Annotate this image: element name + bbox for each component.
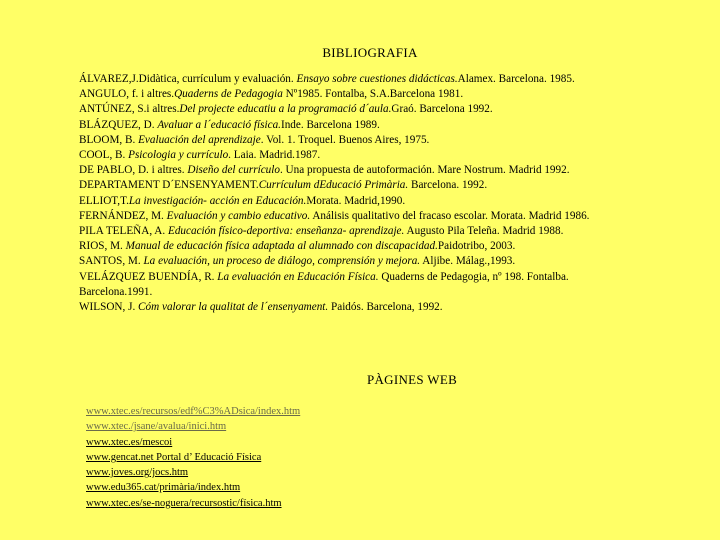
reference-item [79,285,709,300]
reference-title: La evaluación, un proceso de diálogo, comprensión y mejora. [143,255,421,268]
reference-item [79,194,709,209]
reference-title: Currículum dEducació Primària. [258,179,409,192]
web-link[interactable]: www.xtec./jsane/avalua/inici.htm [86,421,227,433]
reference-text: Análisis qualitativo del fracaso escolar. Morata. Madrid 1986. [310,209,590,222]
reference-title: Evaluación y cambio educativo. [166,209,311,222]
reference-item [79,239,709,254]
reference-title: Ensayo sobre cuestiones didácticas. [296,73,458,85]
bibliography-title: BIBLIOGRAFIA [322,45,418,60]
reference-text: ANTÚNEZ, S.i altres. [79,103,180,116]
web-link[interactable]: www.xtec.es/se-noguera/recursostic/física.htm [86,497,282,509]
reference-item [79,72,709,87]
reference-title: Del projecte educatiu a la programació d´aula. [179,103,392,116]
web-link[interactable]: www.xtec.es/mescoi [86,436,173,448]
reference-text: Quaderns de Pedagogia, nº 198. Fontalba. [378,270,569,283]
reference-text: . Una propuesta de autoformación. Mare Nostrum. Madrid 1992. [279,164,570,177]
reference-text: ÁLVAREZ,J.Didàtica, currículum y evaluación. [79,73,297,85]
reference-text: RIOS, M. [79,240,126,253]
reference-text: . Vol. 1. Troquel. Buenos Aires, 1975. [260,133,430,146]
reference-item [79,102,709,117]
reference-item [79,270,709,285]
reference-title: Manual de educación física adaptada al alumnado con discapacidad. [125,240,438,253]
reference-text: Barcelona. 1992. [408,179,488,192]
reference-title: La evaluación en Educación Física. [217,270,379,283]
reference-item [79,254,709,269]
reference-item [79,300,709,315]
reference-title: Cóm valorar la qualitat de l´ensenyament. [138,301,329,314]
reference-text: Inde. Barcelona 1989. [280,118,380,131]
reference-text: FERNÁNDEZ, M. [79,209,167,222]
reference-text: BLOOM, B. [79,133,139,146]
reference-text: SANTOS, M. [79,255,144,268]
reference-text: VELÁZQUEZ BUENDÍA, R. [79,270,218,283]
reference-text: Barcelona.1991. [79,285,153,298]
reference-item [79,118,709,133]
reference-title: Evaluación del aprendizaje [138,133,261,146]
web-pages-title: PÀGINES WEB [366,372,458,387]
web-link-list [86,404,300,511]
reference-title: Quaderns de Pedagogia [174,88,283,101]
reference-text: WILSON, J. [79,301,139,314]
reference-text: Graó. Barcelona 1992. [391,103,493,116]
reference-text: ANGULO, f. i altres. [79,88,175,101]
web-link[interactable]: www.joves.org/jocs.htm [86,467,189,479]
reference-item [79,148,709,163]
reference-list [79,72,709,315]
reference-item [79,133,709,148]
reference-text: Morata. Madrid,1990. [306,194,406,207]
reference-item [79,224,709,239]
reference-title: Psicologia y currículo [128,149,229,162]
reference-item [79,87,709,102]
reference-item [79,209,709,224]
reference-text: . Laia. Madrid.1987. [228,149,321,162]
web-link[interactable]: www.gencat.net Portal d’ Educació Física [86,451,262,463]
web-link[interactable]: www.xtec.es/recursos/edf%C3%ADsica/index.htm [86,406,301,417]
reference-title: La investigación- acción en Educación. [128,194,307,207]
reference-text: Augusto Pila Teleña. Madrid 1988. [404,225,564,238]
reference-title: Diseño del currículo [187,164,280,177]
reference-item [79,178,709,193]
reference-text: ELLIOT,T. [79,194,129,207]
reference-text: DEPARTAMENT D´ENSENYAMENT. [79,179,259,192]
reference-item [79,163,709,178]
reference-text: Paidotribo, 2003. [437,240,516,253]
reference-text: Paidós. Barcelona, 1992. [328,301,443,314]
web-link[interactable]: www.edu365.cat/primària/index.htm [86,482,241,494]
reference-text: Nº1985. Fontalba, S.A.Barcelona 1981. [282,88,464,101]
reference-text: PILA TELEÑA, A. [79,225,168,238]
reference-title: Educación físico-deportiva: enseñanza- aprendizaje. [167,225,405,238]
reference-text: COOL, B. [79,149,129,162]
reference-title: Avaluar a l´educació física. [157,118,281,131]
reference-text: Alamex. Barcelona. 1985. [457,73,575,85]
reference-text: DE PABLO, D. i altres. [79,164,188,177]
reference-text: BLÁZQUEZ, D. [79,118,158,131]
reference-text: Aljibe. Málag.,1993. [420,255,516,268]
